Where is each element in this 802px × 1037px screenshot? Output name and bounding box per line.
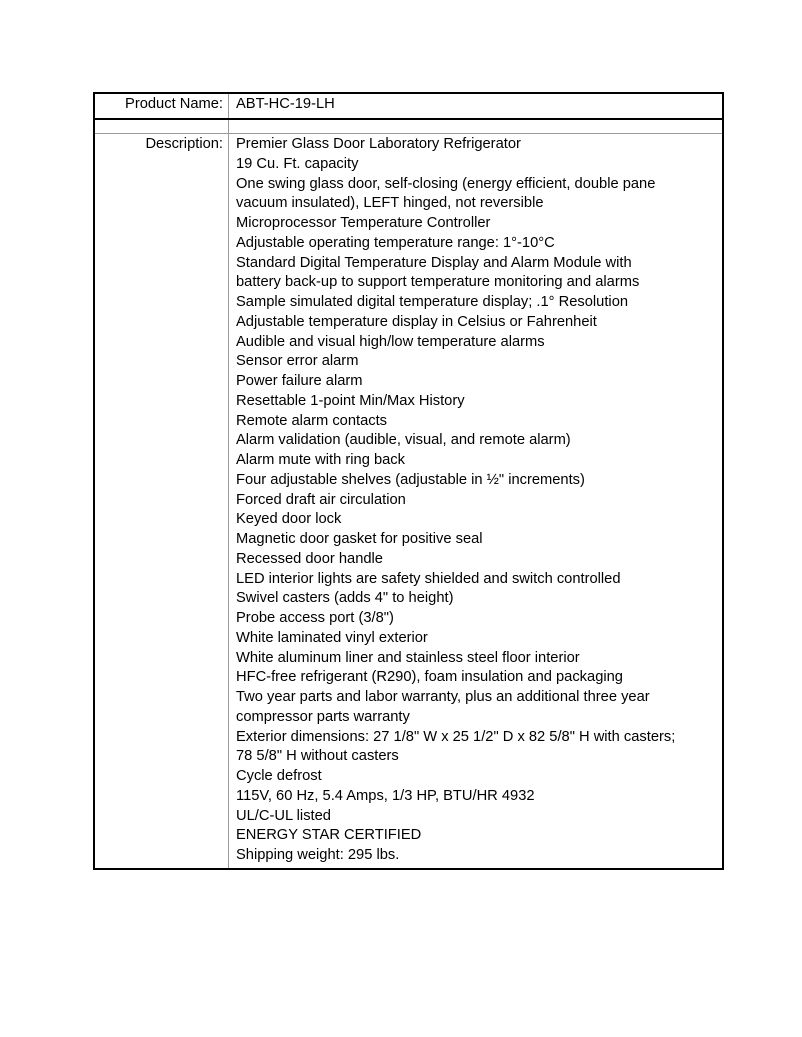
description-line: Audible and visual high/low temperature alarms xyxy=(236,333,545,350)
description-value xyxy=(229,134,724,869)
product-name-label: Product Name: xyxy=(94,93,229,119)
description-line: Sensor error alarm xyxy=(236,353,359,370)
description-line: Two year parts and labor warranty, plus an additional three year xyxy=(236,689,650,705)
spacer-cell-left xyxy=(94,119,229,134)
description-line: battery back-up to support temperature monitoring and alarms xyxy=(236,274,640,291)
description-line: White laminated vinyl exterior xyxy=(236,629,428,646)
description-line: Magnetic door gasket for positive seal xyxy=(236,531,483,547)
description-line: UL/C-UL listed xyxy=(236,807,331,824)
description-line: LED interior lights are safety shielded and switch controlled xyxy=(236,570,621,587)
description-line: White aluminum liner and stainless steel floor interior xyxy=(236,649,580,666)
description-line: Adjustable operating temperature range: 1°-10°C xyxy=(236,234,555,251)
description-line: Shipping weight: 295 lbs. xyxy=(236,847,400,863)
description-line: Forced draft air circulation xyxy=(236,491,406,508)
description-line: Recessed door handle xyxy=(236,550,383,567)
description-line-list xyxy=(236,135,718,866)
table-row-product-name xyxy=(94,93,723,119)
spacer-cell-right xyxy=(229,119,724,134)
description-line: One swing glass door, self-closing (energy efficient, double pane xyxy=(236,175,656,192)
description-line: Adjustable temperature display in Celsius or Fahrenheit xyxy=(236,313,597,330)
description-line: compressor parts warranty xyxy=(236,708,410,725)
description-line: Alarm mute with ring back xyxy=(236,452,405,468)
description-line: ENERGY STAR CERTIFIED xyxy=(236,827,422,844)
description-line: Power failure alarm xyxy=(236,373,363,389)
description-line: 115V, 60 Hz, 5.4 Amps, 1/3 HP, BTU/HR 4932 xyxy=(236,787,535,804)
description-label: Description: xyxy=(94,134,229,869)
spec-table-body xyxy=(94,93,723,869)
description-line: 78 5/8" H without casters xyxy=(236,748,399,765)
description-line: Keyed door lock xyxy=(236,511,342,528)
description-line: Swivel casters (adds 4" to height) xyxy=(236,590,454,607)
description-line: HFC-free refrigerant (R290), foam insulation and packaging xyxy=(236,669,623,686)
description-line: Exterior dimensions: 27 1/8" W x 25 1/2" D x 82 5/8" H with casters; xyxy=(236,728,676,745)
product-spec-table xyxy=(93,92,724,870)
description-line: Alarm validation (audible, visual, and remote alarm) xyxy=(236,432,571,449)
table-row-spacer xyxy=(94,119,723,134)
description-line: Remote alarm contacts xyxy=(236,412,388,429)
description-line: Sample simulated digital temperature display; .1° Resolution xyxy=(236,294,629,310)
description-line: Standard Digital Temperature Display and Alarm Module with xyxy=(236,254,632,271)
description-line: vacuum insulated), LEFT hinged, not reversible xyxy=(236,195,544,212)
description-line: Resettable 1-point Min/Max History xyxy=(236,392,465,409)
description-line: 19 Cu. Ft. capacity xyxy=(236,155,359,172)
description-line: Probe access port (3/8") xyxy=(236,610,394,626)
table-row-description xyxy=(94,134,723,869)
description-line: Premier Glass Door Laboratory Refrigerator xyxy=(236,136,521,152)
description-line: Microprocessor Temperature Controller xyxy=(236,215,491,231)
description-line: Cycle defrost xyxy=(236,768,322,784)
product-name-value: ABT-HC-19-LH xyxy=(229,93,724,119)
description-line: Four adjustable shelves (adjustable in ½" increments) xyxy=(236,471,585,488)
